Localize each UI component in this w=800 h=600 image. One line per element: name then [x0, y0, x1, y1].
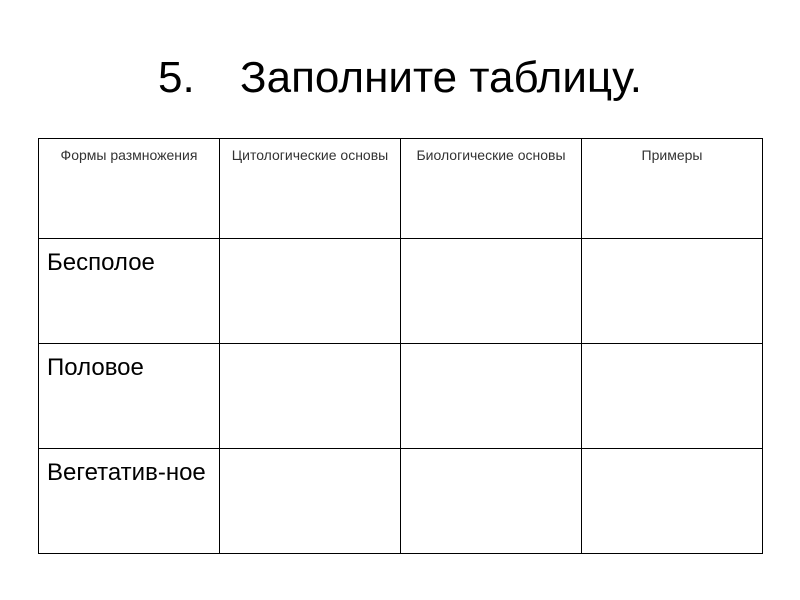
table-header-row: [39, 139, 763, 239]
table-cell: [582, 449, 763, 554]
table-cell: [220, 449, 401, 554]
slide-title-text: Заполните таблицу.: [240, 53, 642, 102]
table-cell: [220, 239, 401, 344]
table-cell: [401, 239, 582, 344]
header-label: Цитологические основы: [231, 147, 389, 163]
header-label: Примеры: [641, 147, 703, 163]
header-cell-examples: [582, 139, 763, 239]
table-row: [39, 344, 763, 449]
worksheet-table: [38, 138, 763, 554]
table-cell: [220, 344, 401, 449]
header-label: Формы размножения: [60, 147, 198, 163]
header-cell-forms: [39, 139, 220, 239]
table-cell: [582, 344, 763, 449]
row-label-vegetative: Вегетатив-ное: [39, 449, 220, 554]
table-cell: [401, 344, 582, 449]
header-cell-cytological: [220, 139, 401, 239]
table-cell: [582, 239, 763, 344]
table-row: [39, 239, 763, 344]
row-label-asexual: Бесполое: [39, 239, 220, 344]
header-cell-biological: [401, 139, 582, 239]
row-label-sexual: Половое: [39, 344, 220, 449]
slide-title: [0, 50, 800, 106]
table-cell: [401, 449, 582, 554]
slide-number: 5.: [158, 53, 195, 102]
header-label: Биологические основы: [416, 147, 566, 163]
table-row: [39, 449, 763, 554]
